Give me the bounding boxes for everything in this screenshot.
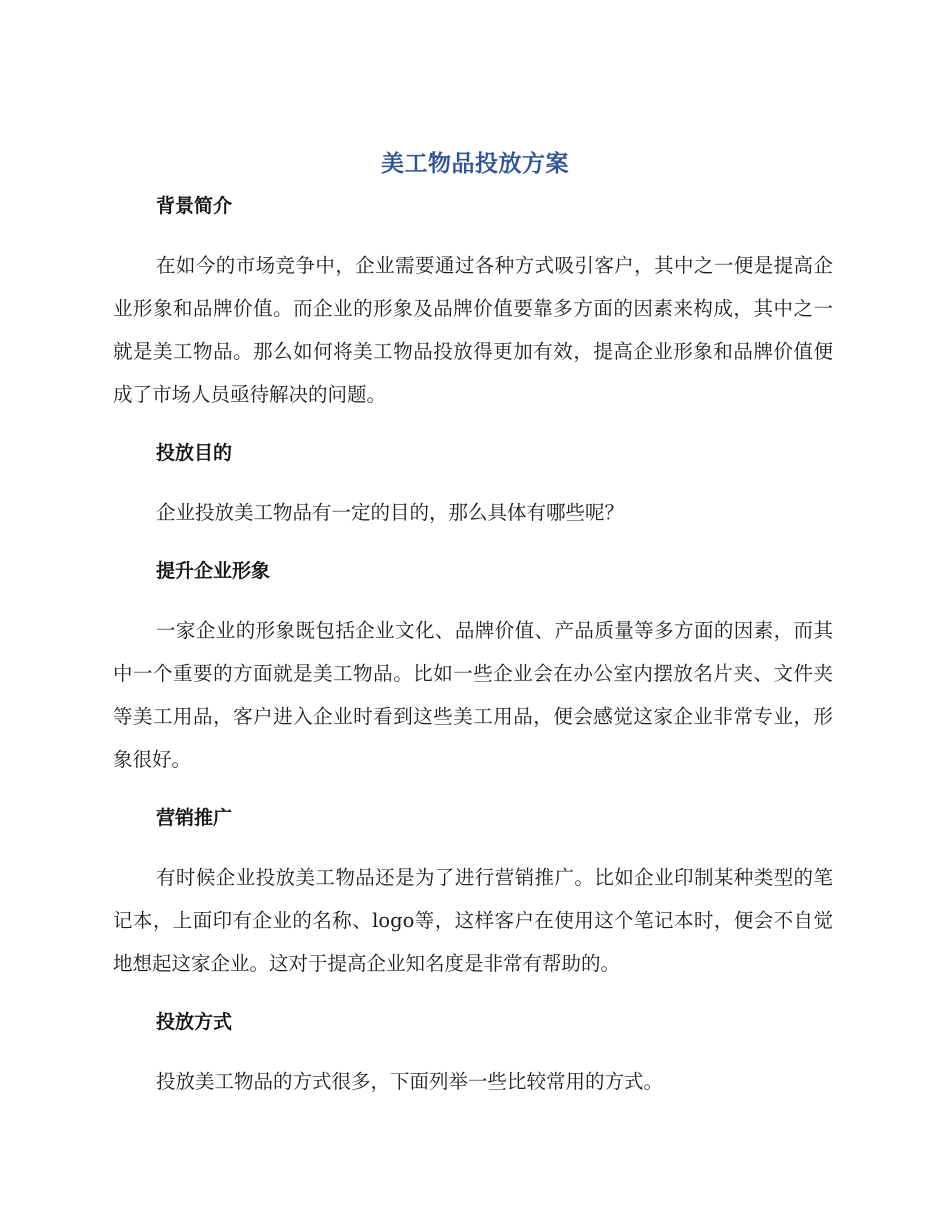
- section-paragraph-methods: 投放美工物品的方式很多，下面列举一些比较常用的方式。: [156, 1070, 664, 1093]
- section-paragraph-image: 一家企业的形象既包括企业文化、品牌价值、产品质量等多方面的因素，而其中一个重要的方面就是美工物品。比如一些企业会在办公室内摆放名片夹、文件夹等美工用品，客户进入企业时看到这些美工用品，便会感觉这家企业非常专业，形象很好。: [113, 619, 833, 771]
- document-body: [113, 186, 833, 1103]
- section-heading-methods: 投放方式: [156, 1011, 233, 1033]
- section-heading-purpose: 投放目的: [156, 442, 233, 464]
- section-heading-image: 提升企业形象: [156, 560, 271, 582]
- section-paragraph-purpose: 企业投放美工物品有一定的目的，那么具体有哪些呢？: [156, 501, 625, 524]
- section-paragraph-background: 在如今的市场竞争中，企业需要通过各种方式吸引客户，其中之一便是提高企业形象和品牌价值。而企业的形象及品牌价值要靠多方面的因素来构成，其中之一就是美工物品。那么如何将美工物品投放得更加有效，提高企业形象和品牌价值便成了市场人员亟待解决的问题。: [113, 254, 833, 406]
- section-heading-marketing: 营销推广: [156, 807, 233, 829]
- section-heading-background: 背景简介: [156, 195, 233, 217]
- section-paragraph-marketing: 有时候企业投放美工物品还是为了进行营销推广。比如企业印制某种类型的笔记本，上面印有企业的名称、logo等，这样客户在使用这个笔记本时，便会不自觉地想起这家企业。这对于提高企业知名度是非常有帮助的。: [113, 866, 833, 975]
- document-title: 美工物品投放方案: [381, 151, 569, 177]
